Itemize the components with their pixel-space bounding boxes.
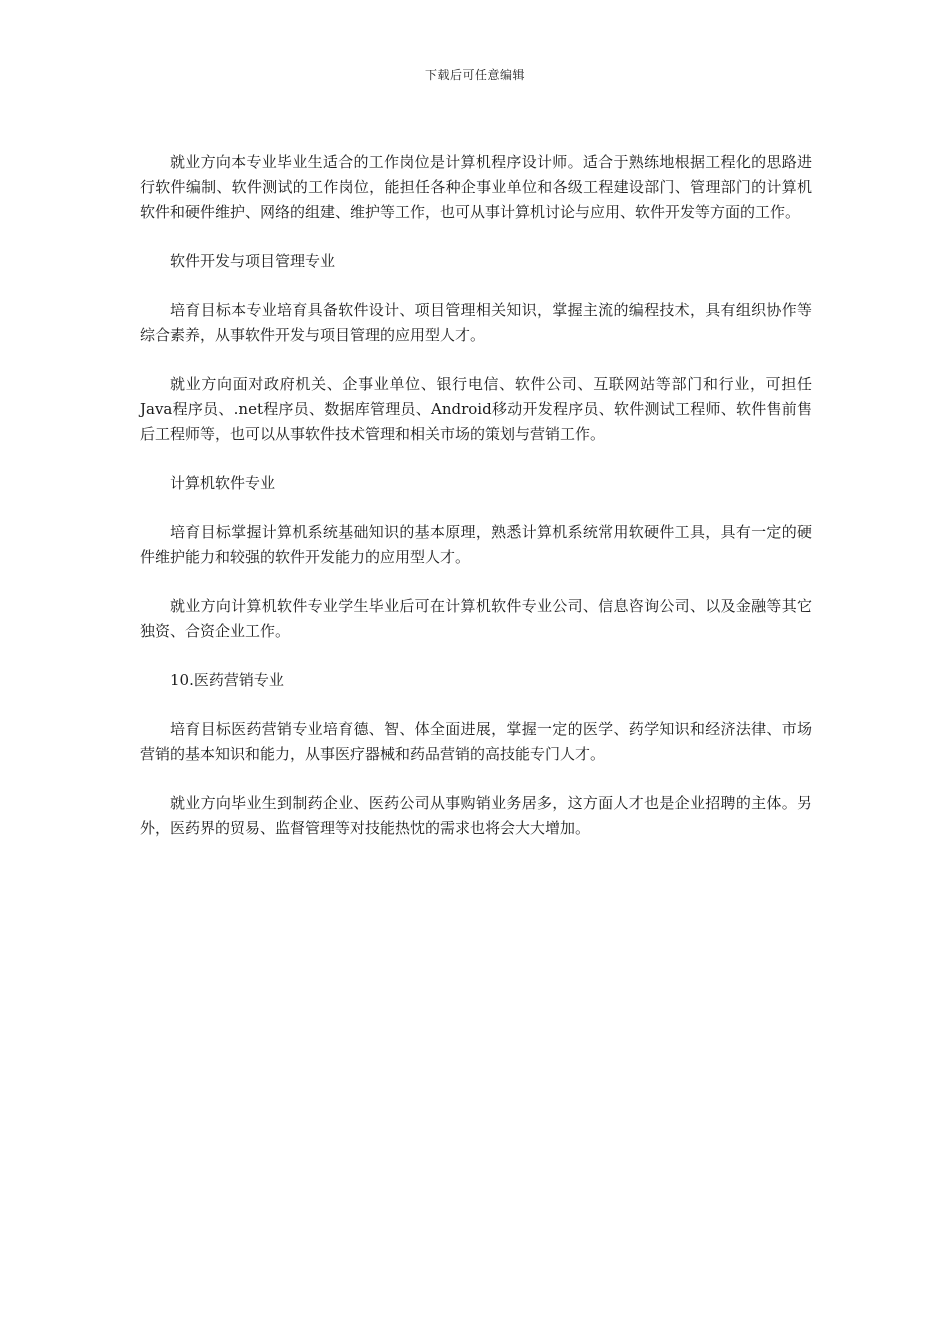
paragraph-software-project-employment: 就业方向面对政府机关、企事业单位、银行电信、软件公司、互联网站等部门和行业，可担任Java程序员、.net程序员、数据库管理员、Android移动开发程序员、软件测试工程师、软件售前售后工程师等，也可以从事软件技术管理和相关市场的策划与营销工作。: [140, 375, 812, 443]
document-body: [140, 150, 812, 865]
paragraph-pharma-marketing-goal: 培育目标医药营销专业培育德、智、体全面进展，掌握一定的医学、药学知识和经济法律、市场营销的基本知识和能力，从事医疗器械和药品营销的高技能专门人才。: [140, 720, 812, 763]
paragraph-software-project-goal: 培育目标本专业培育具备软件设计、项目管理相关知识，掌握主流的编程技术，具有组织协作等综合素养，从事软件开发与项目管理的应用型人才。: [140, 301, 812, 344]
section-heading-software-project-management: 软件开发与项目管理专业: [170, 252, 336, 270]
paragraph-computer-software-employment: 就业方向计算机软件专业学生毕业后可在计算机软件专业公司、信息咨询公司、以及金融等其它独资、合资企业工作。: [140, 597, 812, 640]
paragraph-computer-software-goal: 培育目标掌握计算机系统基础知识的基本原理，熟悉计算机系统常用软硬件工具，具有一定的硬件维护能力和较强的软件开发能力的应用型人才。: [140, 523, 812, 566]
page-header: 下载后可任意编辑: [424, 68, 525, 82]
paragraph-software-design-employment: 就业方向本专业毕业生适合的工作岗位是计算机程序设计师。适合于熟练地根据工程化的思路进行软件编制、软件测试的工作岗位，能担任各种企事业单位和各级工程建设部门、管理部门的计算机软件和硬件维护、网络的组建、维护等工作，也可从事计算机讨论与应用、软件开发等方面的工作。: [140, 153, 812, 221]
section-heading-computer-software: 计算机软件专业: [170, 474, 276, 492]
section-heading-pharma-marketing: 10.医药营销专业: [170, 671, 284, 689]
paragraph-pharma-marketing-employment: 就业方向毕业生到制药企业、医药公司从事购销业务居多，这方面人才也是企业招聘的主体。另外，医药界的贸易、监督管理等对技能热忱的需求也将会大大增加。: [140, 794, 812, 837]
